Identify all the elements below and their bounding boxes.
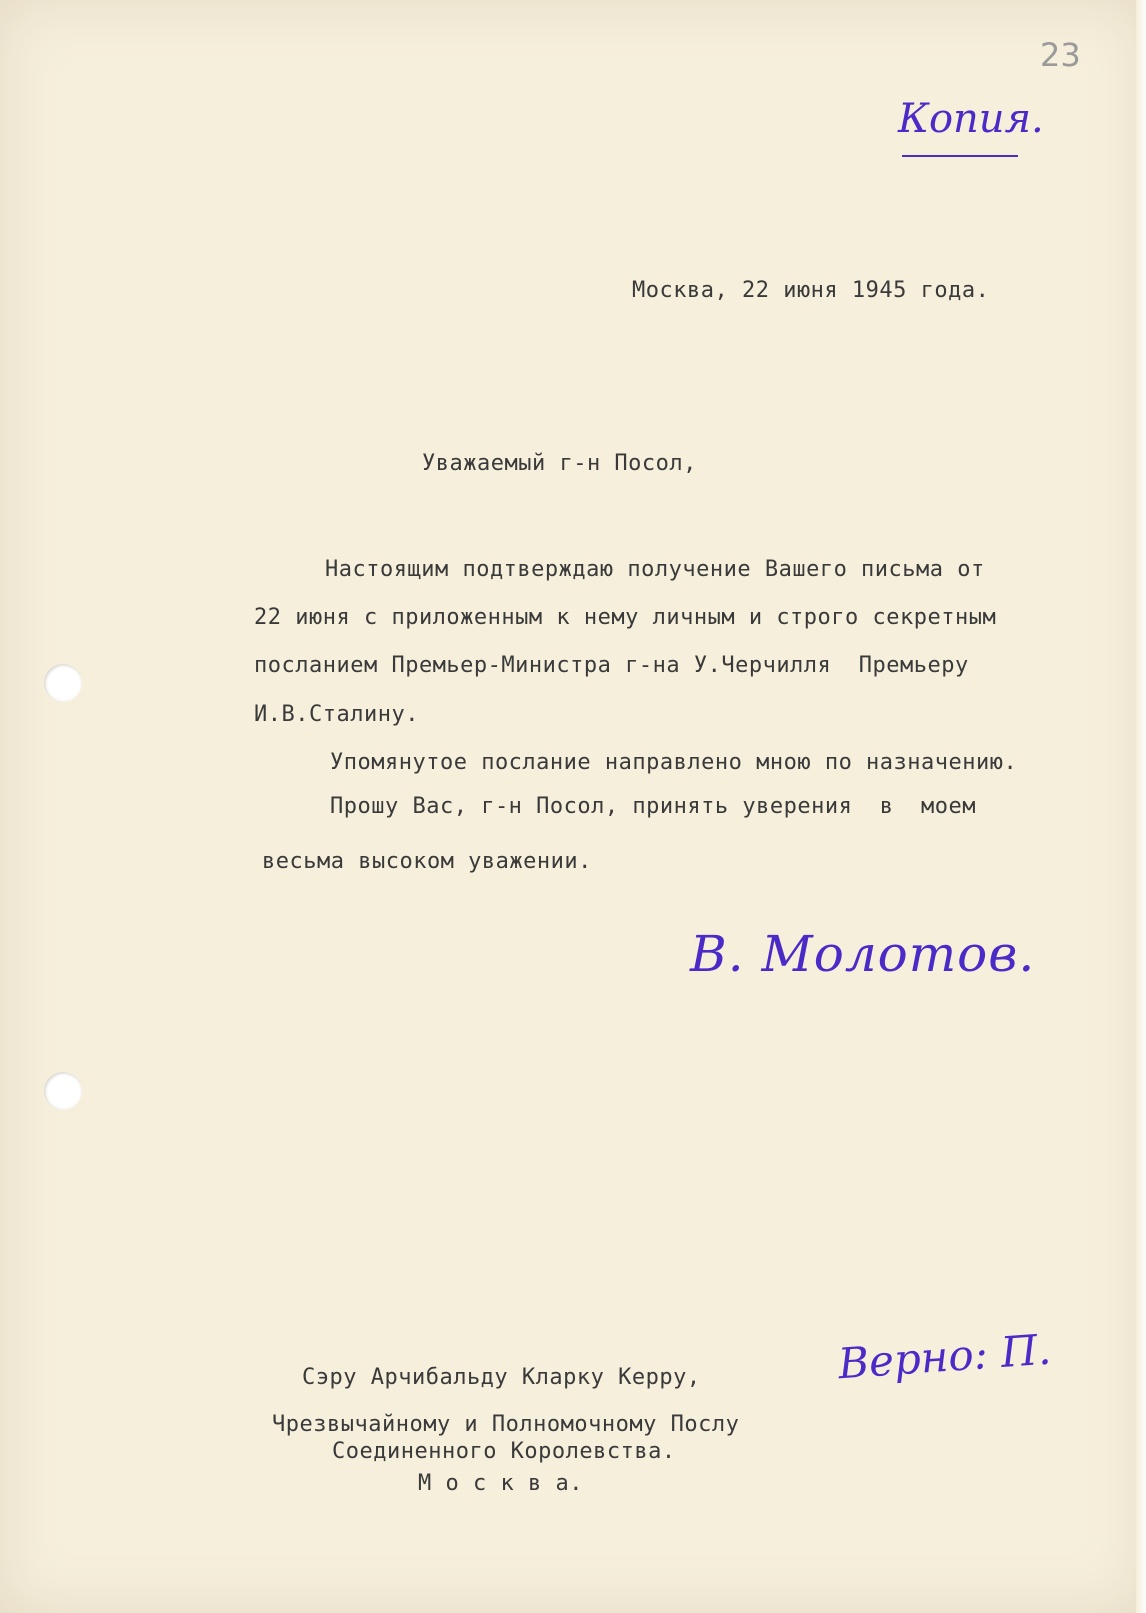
addressee-city: М о с к в а. xyxy=(418,1471,583,1496)
punch-hole xyxy=(44,1072,82,1110)
body-line: 22 июня с приложенным к нему личным и строго секретным xyxy=(254,605,997,630)
page-edge xyxy=(1136,0,1146,1613)
body-line: Настоящим подтверждаю получение Вашего письма от xyxy=(325,557,985,582)
addressee-country: Соединенного Королевства. xyxy=(332,1439,676,1464)
date-line: Москва, 22 июня 1945 года. xyxy=(632,278,990,303)
copy-mark: Копия. xyxy=(898,96,1044,142)
signature: В. Молотов. xyxy=(690,925,1036,983)
body-line: Упомянутое послание направлено мною по назначению. xyxy=(330,750,1018,775)
archive-page-number: 23 xyxy=(1040,36,1081,74)
verification-mark: Верно: П. xyxy=(836,1324,1053,1389)
addressee-name: Сэру Арчибальду Кларку Керру, xyxy=(302,1365,701,1390)
copy-mark-underline xyxy=(902,155,1018,157)
body-line: весьма высоком уважении. xyxy=(262,849,592,874)
punch-hole xyxy=(44,664,82,702)
body-line: посланием Премьер-Министра г-на У.Черчилля Премьеру xyxy=(254,653,969,678)
body-line: И.В.Сталину. xyxy=(254,702,419,727)
addressee-title: Чрезвычайному и Полномочному Послу xyxy=(272,1412,740,1437)
salutation: Уважаемый г-н Посол, xyxy=(422,451,697,476)
body-line: Прошу Вас, г-н Посол, принять уверения в моем xyxy=(330,794,977,819)
